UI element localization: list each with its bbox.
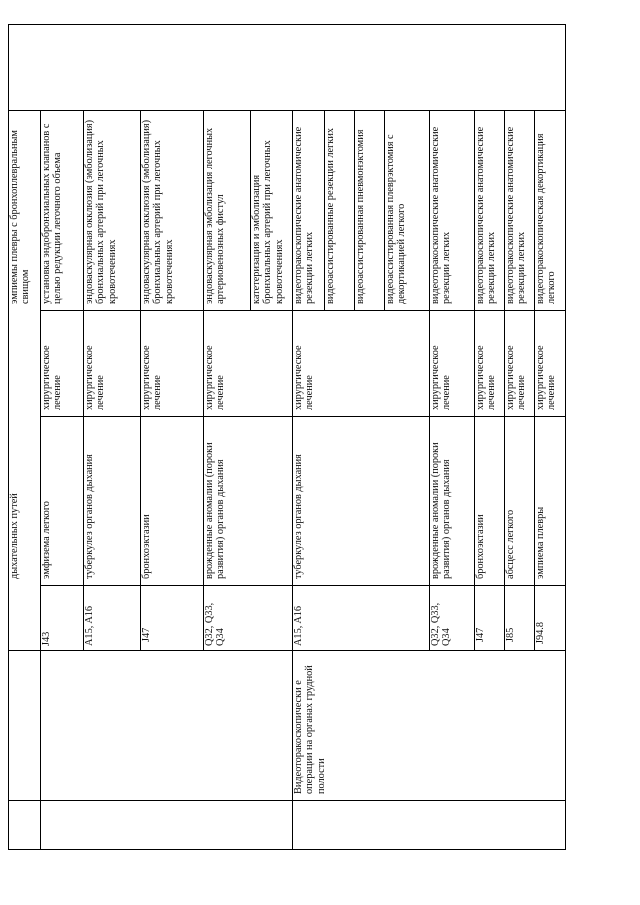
table-cell-disease: бронхоэктазии	[141, 514, 152, 579]
table-cell-disease: бронхоэктазии	[475, 514, 486, 579]
table-cell-code: J43	[41, 631, 52, 646]
table-cell-operation: видеоторакоскопические анатомические резекции легких	[430, 126, 453, 304]
table-cell-disease: абсцесс легкого	[505, 509, 516, 579]
table-cell-operation: эндоваскулярная окклюзия (эмболизация) бронхиальных артерий при легочных кровотечениях	[84, 119, 118, 304]
table-cell-operation: эндоваскулярная эмболизация легочных артериовенозных фистул	[204, 127, 227, 304]
table-cell-code: J47	[475, 627, 486, 642]
table-cell-treatment: хирургическое лечение	[430, 345, 453, 410]
table-cell-operation: видеоассистированная пневмонэктомия	[355, 129, 366, 304]
table-cell-operation: эмпиемы плевры с бронхоплевральным свищом	[9, 130, 32, 304]
table-cell-disease: эмфизема легкого	[41, 501, 52, 579]
table-border-bottom	[8, 849, 565, 850]
col-divider	[8, 650, 565, 651]
table-cell-disease: врожденные аномалии (пороки развития) органов дыхания	[204, 442, 227, 579]
table-cell-treatment: хирургическое лечение	[505, 345, 528, 410]
table-cell-operation: эндоваскулярная окклюзия (эмболизация) бронхиальных артерий при легочных кровотечениях	[141, 119, 175, 304]
table-cell-operation: установка эндобронхиальных клапанов с целью редукции легочного объема	[41, 123, 64, 304]
table-cell-operation: катетеризация и эмболизация бронхиальных артерий при легочных кровотечениях	[251, 140, 285, 304]
table-cell-code: A15, A16	[293, 605, 304, 646]
table-cell-treatment: хирургическое лечение	[535, 345, 558, 410]
table-cell-disease: туберкулез органов дыхания	[293, 454, 304, 579]
table-cell-treatment: хирургическое лечение	[204, 345, 227, 410]
table-cell-code: A15, A16	[84, 605, 95, 646]
table-cell-treatment: хирургическое лечение	[141, 345, 164, 410]
table-cell-code: Q32, Q33, Q34	[204, 602, 227, 646]
table-cell-code: Q32, Q33, Q34	[430, 602, 453, 646]
table-cell-disease: дыхательных путей	[9, 493, 20, 579]
table-cell-treatment: хирургическое лечение	[475, 345, 498, 410]
table-cell-operation: видеоторакоскопические анатомические резекции легких	[505, 126, 528, 304]
table-border-right	[565, 24, 566, 850]
table-cell-operation: видеоторакоскопическая декортикация легкого	[535, 133, 558, 304]
table-cell-disease: туберкулез органов дыхания	[84, 454, 95, 579]
table-cell-code: J94.8	[535, 621, 546, 644]
table-cell-code: J85	[505, 627, 516, 642]
table-cell-code: J47	[141, 627, 152, 642]
table-cell-operation: видеоассистированная плеврэктомия с декортикацией легкого	[385, 134, 408, 304]
table-cell-treatment: хирургическое лечение	[293, 345, 316, 410]
table-cell-treatment: хирургическое лечение	[41, 345, 64, 410]
table-cell-operation: видеоторакоскопические анатомические резекции легких	[293, 126, 316, 304]
table-cell-operation: видеоторакоскопические анатомические резекции легких	[475, 126, 498, 304]
table-cell-operation: видеоассистированные резекции легких	[325, 128, 336, 304]
table-cell-disease: врожденные аномалии (пороки развития) органов дыхания	[430, 442, 453, 579]
table-cell-treatment: хирургическое лечение	[84, 345, 107, 410]
table-border-top	[8, 24, 565, 25]
table-cell-method: Видеоторакоскопически е операции на органах грудной полости	[293, 665, 327, 794]
col-divider	[8, 800, 565, 801]
table-cell-disease: эмпиема плевры	[535, 506, 546, 579]
